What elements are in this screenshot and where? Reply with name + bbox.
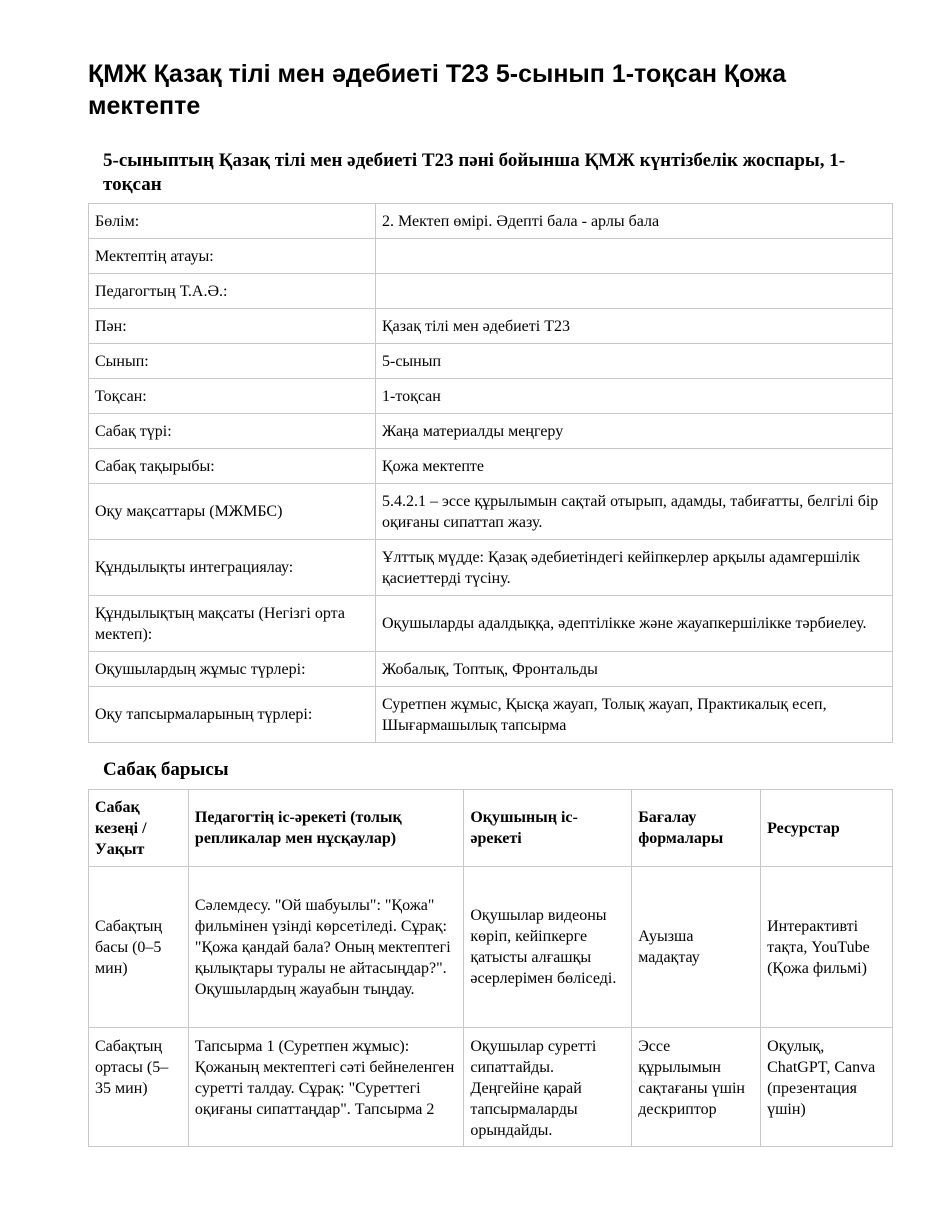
column-header-teacher-activity: Педагогтің іс-әрекеті (толық репликалар мен нұсқаулар) [188, 790, 463, 867]
cell-stage: Сабақтың басы (0–5 мин) [89, 867, 189, 1028]
table-row [89, 484, 893, 540]
info-value-teacher-name [376, 274, 893, 309]
lesson-progress-table [88, 789, 893, 1147]
info-value-quarter: 1-тоқсан [376, 379, 893, 414]
info-value-school-name [376, 239, 893, 274]
cell-teacher-activity: Тапсырма 1 (Суретпен жұмыс): Қожаның мектептегі сәті бейнеленген суретті талдау. Сұрақ: "Суреттегі оқиғаны сипаттаңдар". Тапсырма 2 [188, 1028, 463, 1147]
table-row [89, 309, 893, 344]
table-row [89, 449, 893, 484]
info-label-lesson-topic: Сабақ тақырыбы: [89, 449, 376, 484]
info-label-school-name: Мектептің атауы: [89, 239, 376, 274]
info-value-value-integration: Ұлттық мүдде: Қазақ әдебиетіндегі кейіпкерлер арқылы адамгершілік қасиеттерді түсіну. [376, 540, 893, 596]
info-label-subject: Пән: [89, 309, 376, 344]
plan-heading: 5-сыныптың Қазақ тілі мен әдебиеті Т23 пәні бойынша ҚМЖ күнтізбелік жоспары, 1-тоқсан [103, 150, 846, 195]
info-label-value-goal: Құндылықтың мақсаты (Негізгі орта мектеп): [89, 596, 376, 652]
cell-stage: Сабақтың ортасы (5–35 мин) [89, 1028, 189, 1147]
cell-assessment: Ауызша мадақтау [632, 867, 761, 1028]
cell-resources: Оқулық, ChatGPT, Canva (презентация үшін) [761, 1028, 893, 1147]
info-value-learning-objectives: 5.4.2.1 – эссе құрылымын сақтай отырып, адамды, табиғатты, белгілі бір оқиғаны сипаттап жазу. [376, 484, 893, 540]
lesson-info-table [88, 203, 893, 743]
table-row [89, 274, 893, 309]
table-row [89, 596, 893, 652]
page-title: ҚМЖ Қазақ тілі мен әдебиеті Т23 5-сынып 1-тоқсан Қожа мектепте [88, 60, 787, 120]
info-value-grade: 5-сынып [376, 344, 893, 379]
table-row [89, 344, 893, 379]
info-label-lesson-type: Сабақ түрі: [89, 414, 376, 449]
column-header-stage: Сабақ кезеңі / Уақыт [89, 790, 189, 867]
table-row [89, 652, 893, 687]
cell-student-activity: Оқушылар суретті сипаттайды. Деңгейіне қарай тапсырмаларды орындайды. [464, 1028, 632, 1147]
cell-assessment: Эссе құрылымын сақтағаны үшін дескриптор [632, 1028, 761, 1147]
info-value-task-types: Суретпен жұмыс, Қысқа жауап, Толық жауап, Практикалық есеп, Шығармашылық тапсырма [376, 687, 893, 743]
cell-student-activity: Оқушылар видеоны көріп, кейіпкерге қатысты алғашқы әсерлерімен бөліседі. [464, 867, 632, 1028]
table-row [89, 204, 893, 239]
info-label-teacher-name: Педагогтың Т.А.Ә.: [89, 274, 376, 309]
column-header-student-activity: Оқушының іс-әрекеті [464, 790, 632, 867]
info-label-learning-objectives: Оқу мақсаттары (МЖМБС) [89, 484, 376, 540]
info-value-lesson-type: Жаңа материалды меңгеру [376, 414, 893, 449]
info-label-section: Бөлім: [89, 204, 376, 239]
info-label-value-integration: Құндылықты интеграциялау: [89, 540, 376, 596]
cell-resources: Интерактивті тақта, YouTube (Қожа фильмі) [761, 867, 893, 1028]
table-row [89, 239, 893, 274]
info-value-subject: Қазақ тілі мен әдебиеті Т23 [376, 309, 893, 344]
info-label-task-types: Оқу тапсырмаларының түрлері: [89, 687, 376, 743]
table-row [89, 414, 893, 449]
column-header-resources: Ресурстар [761, 790, 893, 867]
table-header-row [89, 790, 893, 867]
info-value-work-types: Жобалық, Топтық, Фронтальды [376, 652, 893, 687]
info-value-section: 2. Мектеп өмірі. Әдепті бала - арлы бала [376, 204, 893, 239]
column-header-assessment: Бағалау формалары [632, 790, 761, 867]
info-value-value-goal: Оқушыларды адалдыққа, әдептілікке және жауапкершілікке тәрбиелеу. [376, 596, 893, 652]
info-label-work-types: Оқушылардың жұмыс түрлері: [89, 652, 376, 687]
table-row [89, 1028, 893, 1147]
table-row [89, 540, 893, 596]
lesson-heading: Сабақ барысы [103, 759, 229, 780]
table-row [89, 379, 893, 414]
info-label-quarter: Тоқсан: [89, 379, 376, 414]
info-label-grade: Сынып: [89, 344, 376, 379]
cell-teacher-activity: Сәлемдесу. "Ой шабуылы": "Қожа" фильмінен үзінді көрсетіледі. Сұрақ: "Қожа қандай бала? Оның мектептегі қылықтары туралы не айтасыңдар?". Оқушылардың жауабын тыңдау. [188, 867, 463, 1028]
table-row [89, 867, 893, 1028]
table-row [89, 687, 893, 743]
info-value-lesson-topic: Қожа мектепте [376, 449, 893, 484]
